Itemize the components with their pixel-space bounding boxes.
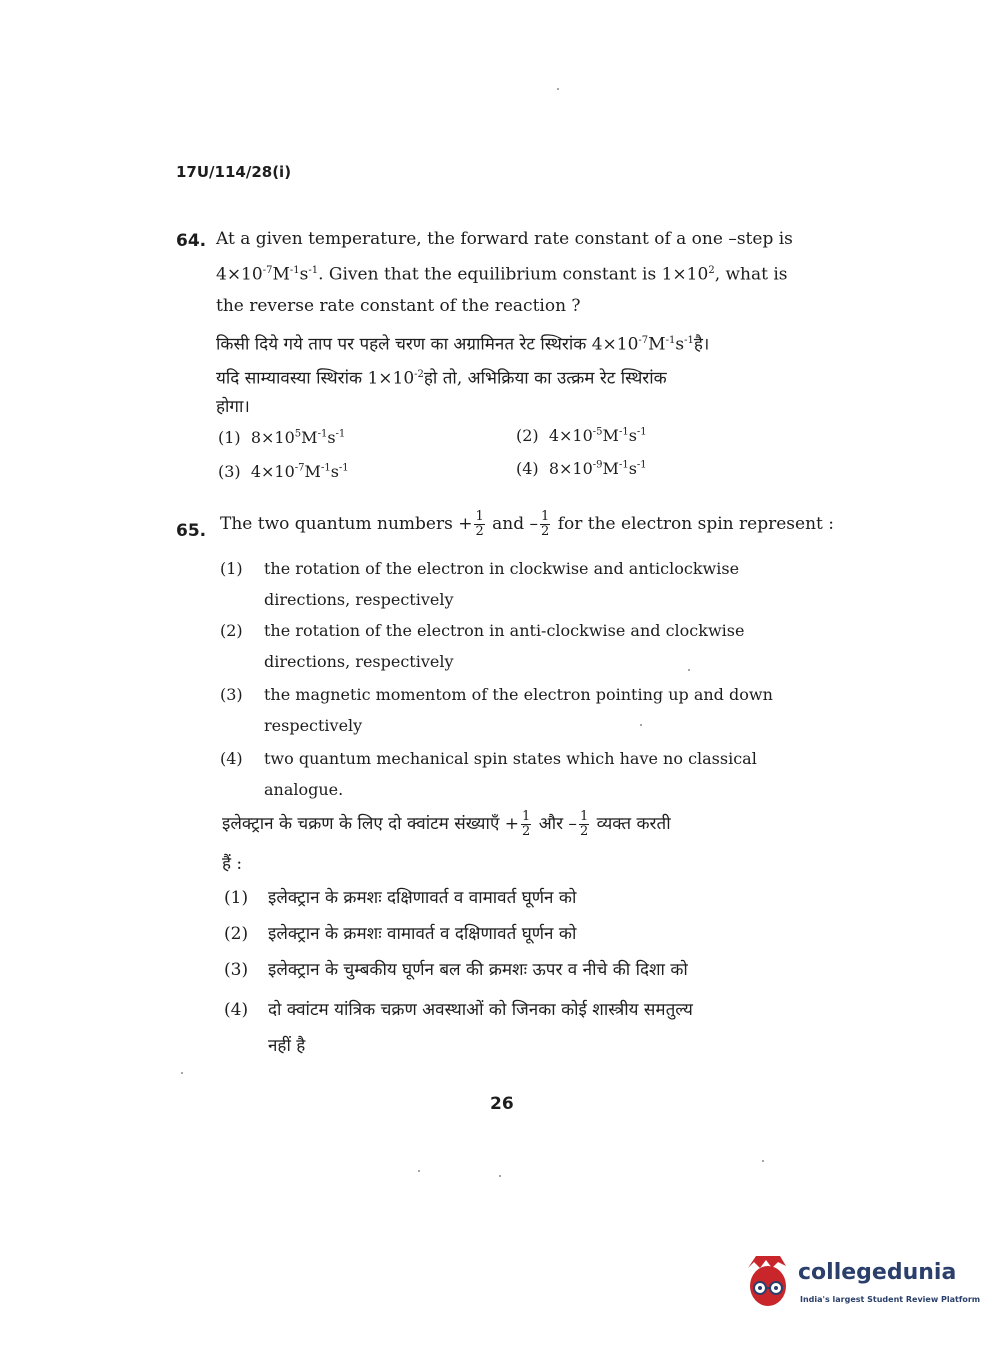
fraction-half: $\frac{1}{2}$ (579, 809, 589, 839)
scan-speck (762, 1160, 764, 1162)
question-65-hindi: इलेक्ट्रान के चक्रण के लिए दो क्वांटम संख्याएँ + $\frac{1}{2}$ और – $\frac{1}{2}$ व्यक्त करती (222, 809, 671, 839)
scan-speck (181, 1072, 183, 1074)
scan-speck (499, 1175, 501, 1177)
q64-en-line1: At a given temperature, the forward rate constant of a one –step is (216, 229, 793, 249)
scan-speck (418, 1170, 420, 1172)
collegedunia-logo[interactable] (742, 1250, 981, 1315)
fraction-half: $\frac{1}{2}$ (475, 509, 484, 539)
question-number-64: 64. (176, 231, 207, 251)
question-65-english: The two quantum numbers + $\frac{1}{2}$ and – $\frac{1}{2}$ for the electron spin represent : (220, 509, 834, 539)
document-code: 17U/114/28(i) (176, 163, 292, 181)
q64-option-1: (1) $8\times 10^5M^{-1}s^{-1}$ (218, 428, 346, 447)
q64-en-line3: the reverse rate constant of the reaction ? (216, 295, 581, 316)
question-64-english (216, 224, 806, 322)
scan-speck (688, 669, 690, 671)
brand-tagline: India's largest Student Review Platform (800, 1295, 981, 1304)
q64-en-line2: $4\times 10^{-7}M^{-1}s^{-1}$. Given that the equilibrium constant is $1\times 10^2$, what is (216, 264, 788, 285)
fraction-half: $\frac{1}{2}$ (541, 509, 550, 539)
q65-hi-line2: हैं : (222, 854, 243, 874)
page-number: 26 (490, 1094, 514, 1114)
question-number-65: 65. (176, 521, 207, 541)
q64-option-3: (3) $4\times 10^{-7}M^{-1}s^{-1}$ (218, 462, 349, 481)
scan-speck (640, 724, 642, 726)
question-64-hindi (216, 326, 806, 422)
q64-hi-line2: यदि साम्यावस्या स्थिरांक $1\times 10^{-2}हो$ तो, अभिक्रिया का उत्क्रम रेट स्थिरांक (216, 368, 667, 389)
q64-option-2: (2) $4\times 10^{-5}M^{-1}s^{-1}$ (516, 426, 647, 445)
logo-mascot-icon (742, 1252, 794, 1312)
scan-speck (557, 88, 559, 90)
brand-name: collegedunia (798, 1260, 957, 1285)
fraction-half: $\frac{1}{2}$ (522, 809, 531, 839)
q64-hi-line3: होगा। (216, 397, 250, 418)
q64-option-4: (4) $8\times 10^{-9}M^{-1}s^{-1}$ (516, 459, 647, 478)
q64-hi-line1: किसी दिये गये ताप पर पहले चरण का अग्रामिनत रेट स्थिरांक $4\times 10^{-7}M^{-1}s^{-1}है।$ (216, 334, 710, 355)
